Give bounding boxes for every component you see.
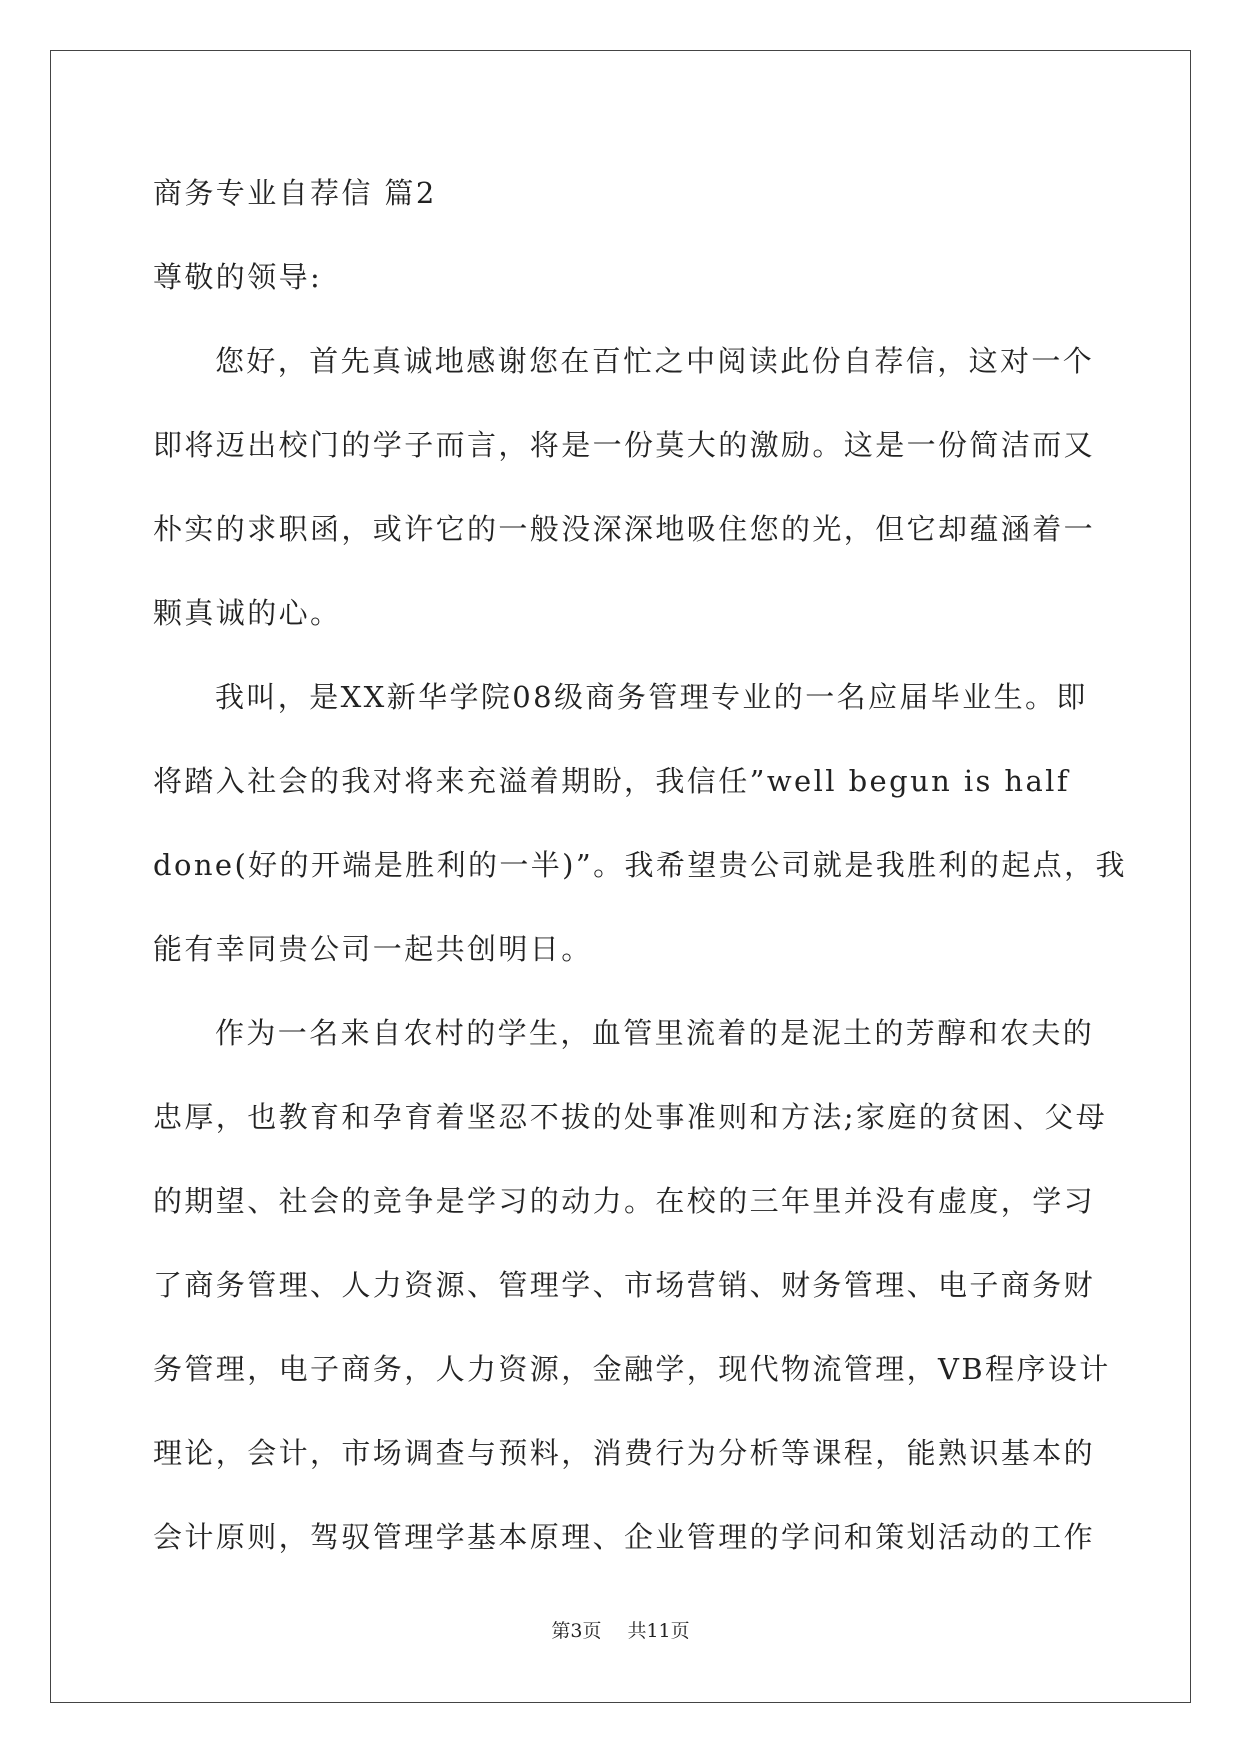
- page-number-current: 第3页: [551, 1620, 602, 1642]
- paragraph-line: 的期望、社会的竞争是学习的动力。在校的三年里并没有虚度，学习: [153, 1184, 1096, 1218]
- paragraph-line: 务管理，电子商务，人力资源，金融学，现代物流管理，VB程序设计: [153, 1352, 1111, 1386]
- paragraph-line: done(好的开端是胜利的一半)”。我希望贵公司就是我胜利的起点，我: [153, 848, 1127, 882]
- paragraph-line: 您好，首先真诚地感谢您在百忙之中阅读此份自荐信，这对一个: [215, 344, 1095, 378]
- paragraph-line: 颗真诚的心。: [153, 596, 342, 630]
- salutation: 尊敬的领导:: [153, 260, 323, 294]
- paragraph-line: 我叫，是XX新华学院08级商务管理专业的一名应届毕业生。即: [215, 680, 1088, 714]
- paragraph-line: 即将迈出校门的学子而言，将是一份莫大的激励。这是一份简洁而又: [153, 428, 1096, 462]
- paragraph-line: 会计原则，驾驭管理学基本原理、企业管理的学问和策划活动的工作: [153, 1520, 1096, 1554]
- page-number-total: 共11页: [627, 1620, 690, 1642]
- paragraph-line: 能有幸同贵公司一起共创明日。: [153, 932, 593, 966]
- paragraph-line: 朴实的求职函，或许它的一般没深深地吸住您的光，但它却蕴涵着一: [153, 512, 1096, 546]
- paragraph-line: 将踏入社会的我对将来充溢着期盼，我信任”well begun is half: [153, 764, 1070, 798]
- paragraph-line: 理论，会计，市场调查与预料，消费行为分析等课程，能熟识基本的: [153, 1436, 1096, 1470]
- document-body: [153, 166, 1127, 1594]
- paragraph-line: 作为一名来自农村的学生，血管里流着的是泥土的芳醇和农夫的: [215, 1016, 1095, 1050]
- paragraph-line: 忠厚，也教育和孕育着坚忍不拔的处事准则和方法;家庭的贫困、父母: [153, 1100, 1108, 1134]
- page-footer: [0, 1616, 1241, 1643]
- paragraph-line: 了商务管理、人力资源、管理学、市场营销、财务管理、电子商务财: [153, 1268, 1096, 1302]
- document-title: 商务专业自荐信 篇2: [153, 176, 437, 210]
